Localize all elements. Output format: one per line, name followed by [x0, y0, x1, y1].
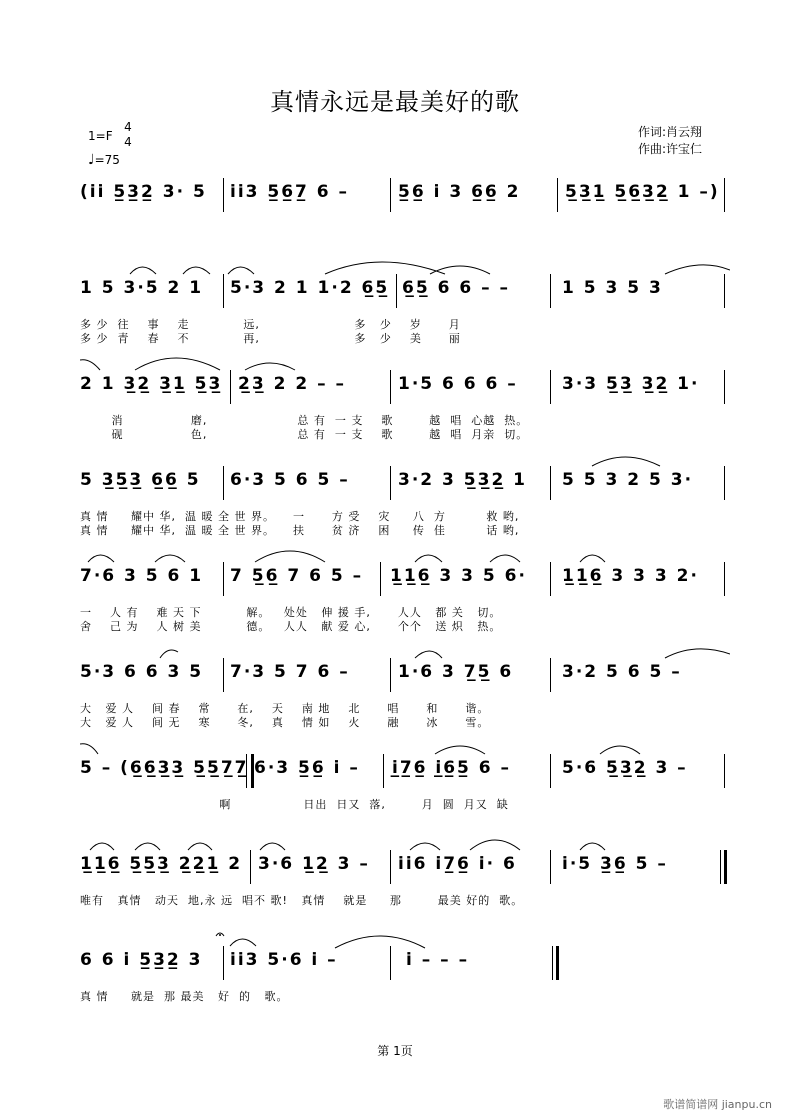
measure: 3·6 1̲2̲ 3 –	[258, 854, 370, 874]
notes-row	[80, 854, 730, 882]
measure: 5·6 5̲3̲2̲ 3 –	[562, 758, 688, 778]
barline	[250, 850, 251, 884]
barline	[390, 658, 391, 692]
measure: 3·3 5̲3̲ 3̲2̲ 1·	[562, 374, 700, 394]
measure: 6·3 5 6 5 –	[230, 470, 350, 490]
measure: 3·2 3 5̲3̲2̲ 1	[398, 470, 528, 490]
measure: 3·2 5 6 5 –	[562, 662, 682, 682]
barline	[390, 178, 391, 212]
barline	[724, 466, 725, 500]
notes-row	[80, 374, 730, 402]
barline	[550, 850, 551, 884]
barline	[396, 274, 397, 308]
measure: 6 6 i̇ 5̲3̲2̲ 3	[80, 950, 203, 970]
measure: 5·3 2 1 1·2 6̲5̲	[230, 278, 390, 298]
notes-row	[80, 950, 730, 978]
barline	[223, 274, 224, 308]
notes-row	[80, 470, 730, 498]
slur-marks	[80, 448, 730, 470]
measure: i̇ – – –	[406, 950, 470, 970]
measure: 1·6 3 7̲5̲ 6	[398, 662, 514, 682]
barline	[383, 754, 384, 788]
measure: 1 5 3·5 2 1	[80, 278, 204, 298]
barline	[390, 946, 391, 980]
song-title: 真情永远是最美好的歌	[270, 88, 520, 116]
barline	[223, 178, 224, 212]
measure: 5 5 3 2 5 3·	[562, 470, 694, 490]
watermark: 歌谱简谱网 jianpu.cn	[663, 1098, 772, 1111]
measure: 1̲1̲6̲ 3 3 3 2·	[562, 566, 699, 586]
tempo-value: =75	[94, 153, 120, 167]
barline	[230, 370, 231, 404]
barline	[390, 370, 391, 404]
tempo-marking	[88, 152, 120, 168]
barline	[550, 466, 551, 500]
lyric-line-2: 舍 己 为 人 树 美 德。 人人 献 爱 心, 个个 送 炽 热。	[80, 620, 502, 633]
measure: 5 – (6̲6̲3̲3̲ 5̲5̲7̲7̲	[80, 758, 249, 778]
measure: i̇i̇3 5̲6̲7̲ 6 –	[230, 182, 350, 202]
notes-row	[80, 566, 730, 594]
barline	[557, 178, 558, 212]
barline	[724, 562, 725, 596]
notes-row	[80, 182, 730, 210]
lyric-line-2: 大 爱 人 间 无 寒 冬, 真 情 如 火 融 冰 雪。	[80, 716, 490, 729]
measure: 5̲3̲1̲ 5̲6̲3̲2̲ 1 –)	[565, 182, 720, 202]
measure: 6·3 5̲6̲ i̇ –	[254, 758, 360, 778]
notes-row	[80, 662, 730, 690]
page-number: 第 1页	[377, 1044, 413, 1058]
repeat-end-barline	[720, 850, 727, 884]
measure: i̲̇7̲6̲ i̲̇6̲5̲ 6 –	[392, 758, 512, 778]
credits	[638, 124, 702, 158]
slur-marks	[80, 352, 730, 374]
lyric-line-1: 大 爱 人 间 春 常 在, 天 南 地 北 唱 和 谐。	[80, 702, 490, 715]
barline	[550, 658, 551, 692]
key-signature	[88, 128, 113, 144]
measure: 1 5 3 5 3	[562, 278, 663, 298]
lyric-line-1: 一 人 有 难 天 下 解。 处处 伸 援 手, 人人 都 关 切。	[80, 606, 502, 619]
barline	[550, 754, 551, 788]
measure: 5 3̲5̲3̲ 6̲6̲ 5	[80, 470, 201, 490]
barline	[223, 562, 224, 596]
time-signature-bottom: 4	[124, 135, 132, 149]
lyric-line-2: 砚 色, 总 有 一 支 歌 越 唱 月亲 切。	[80, 428, 529, 441]
lyric-line-1: 真 情 耀中 华, 温 暖 全 世 界。 一 方 受 灾 八 方 救 哟,	[80, 510, 520, 523]
measure: i̇i̇3 5·6 i̇ –	[230, 950, 338, 970]
notes-row	[80, 278, 730, 306]
measure: 7 5̲6̲ 7 6 5 –	[230, 566, 364, 586]
barline	[550, 562, 551, 596]
barline	[724, 754, 725, 788]
measure: 2̲3̲ 2 2 – –	[238, 374, 346, 394]
barline	[724, 274, 725, 308]
measure: 5·3 6 6 3 5	[80, 662, 204, 682]
time-signature-top: 4	[124, 120, 132, 134]
key-label: 1=F	[88, 129, 113, 143]
slur-marks	[80, 256, 730, 278]
notes-row	[80, 758, 730, 786]
measure: 7·3 5 7 6 –	[230, 662, 350, 682]
lyric-line-1: 真 情 就是 那 最美 好 的 歌。	[80, 990, 289, 1003]
lyric-line-1: 啊 日出 日又 落, 月 圆 月又 缺	[80, 798, 509, 811]
slur-marks	[80, 544, 730, 566]
barline	[550, 370, 551, 404]
barline	[380, 562, 381, 596]
repeat-barline	[246, 754, 254, 788]
measure: (i̇i̇ 5̲3̲2̲ 3· 5	[80, 182, 207, 202]
barline	[223, 466, 224, 500]
measure: 5̲6̲ i̇ 3 6̲6̲ 2	[398, 182, 521, 202]
barline	[390, 850, 391, 884]
time-signature	[122, 120, 134, 150]
quarter-note-icon: ♩	[88, 152, 95, 168]
barline	[390, 466, 391, 500]
measure: 1̲1̲6̲ 3 3 5 6·	[390, 566, 527, 586]
slur-marks	[80, 928, 730, 950]
measure: 2 1 3̲2̲ 3̲1̲ 5̲3̲	[80, 374, 223, 394]
measure: i̇·5 3̲6̲ 5 –	[562, 854, 668, 874]
barline	[724, 178, 725, 212]
measure: i̇i̇6 i̇7̲6̲ i̇· 6	[398, 854, 517, 874]
lyric-line-1: 多 少 往 事 走 远, 多 少 岁 月	[80, 318, 461, 331]
measure: 1·5 6 6 6 –	[398, 374, 518, 394]
barline	[223, 658, 224, 692]
barline	[550, 274, 551, 308]
measure: 1̲1̲6̲ 5̲5̲3̲ 2̲2̲1̲ 2	[80, 854, 243, 874]
final-barline	[552, 946, 559, 980]
slur-marks	[80, 640, 730, 662]
measure: 6̲5̲ 6 6 – –	[402, 278, 510, 298]
lyric-line-1: 消 磨, 总 有 一 支 歌 越 唱 心越 热。	[80, 414, 529, 427]
lyric-line-1: 唯有 真情 动天 地,永 远 唱不 歌! 真情 就是 那 最美 好的 歌。	[80, 894, 524, 907]
barline	[724, 370, 725, 404]
lyricist: 作词:肖云翔	[637, 125, 702, 139]
lyric-line-2: 多 少 青 春 不 再, 多 少 美 丽	[80, 332, 461, 345]
composer: 作曲:许宝仁	[637, 142, 702, 156]
barline	[223, 946, 224, 980]
slur-marks	[80, 832, 730, 854]
slur-marks	[80, 736, 730, 758]
lyric-line-2: 真 情 耀中 华, 温 暖 全 世 界。 扶 贫 济 困 传 佳 话 哟,	[80, 524, 520, 537]
measure: 7·6 3 5 6 1	[80, 566, 204, 586]
